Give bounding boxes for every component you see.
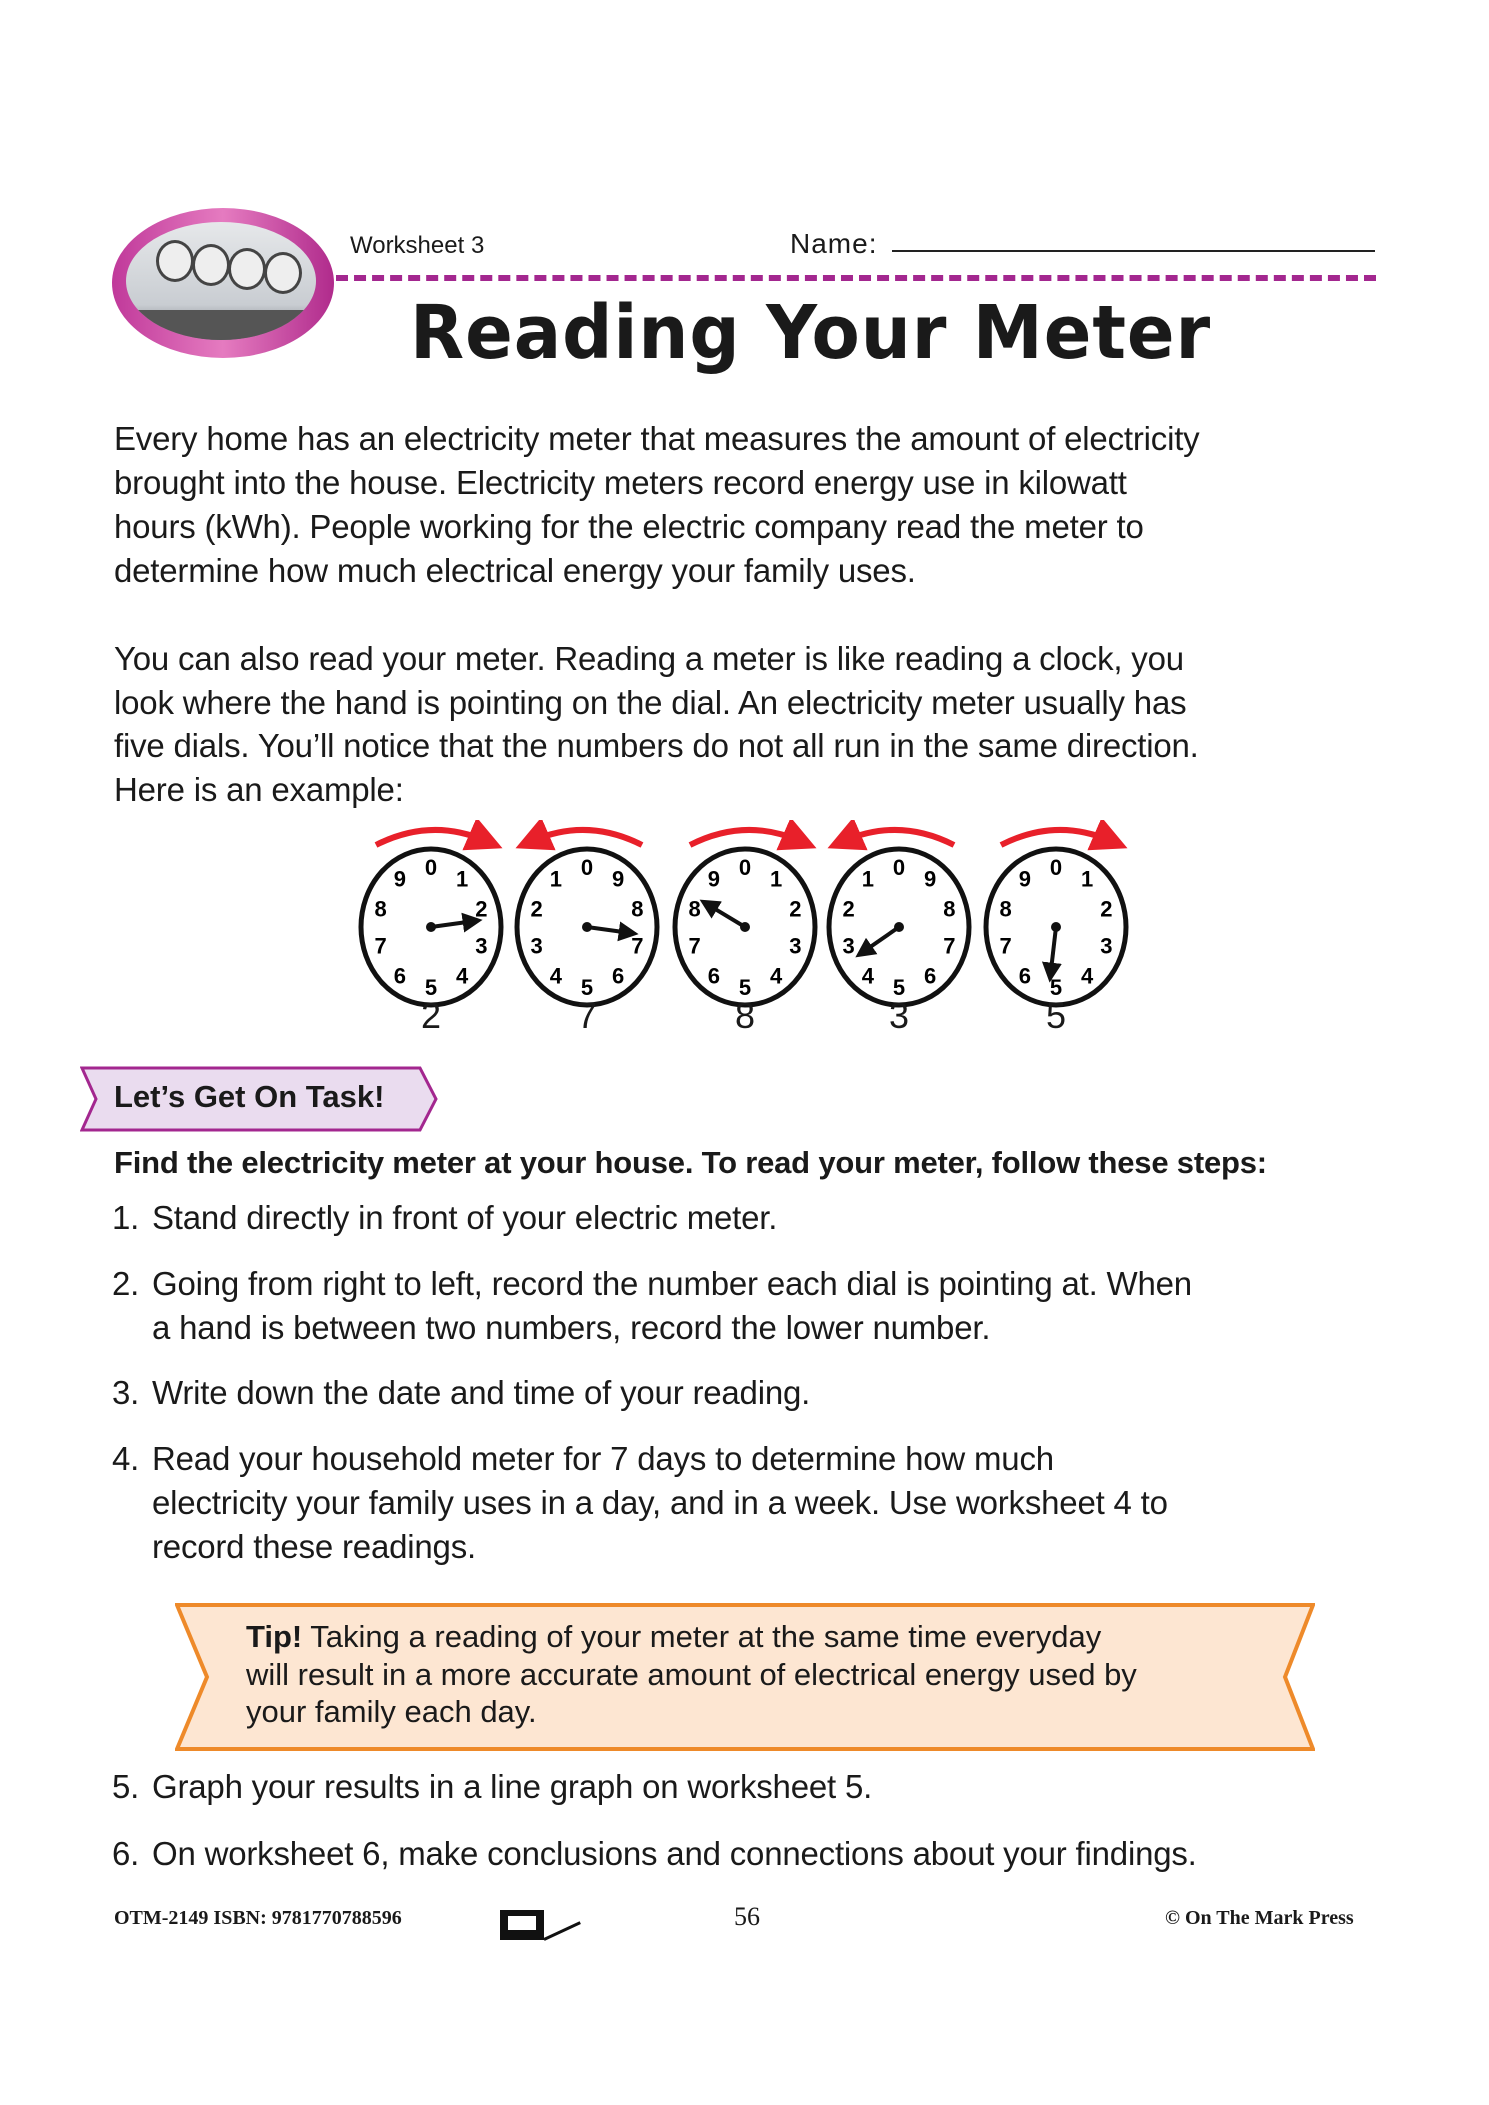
- meter-photo-logo: [112, 208, 334, 358]
- dial-pivot: [740, 922, 750, 932]
- step-number: 4.: [112, 1440, 140, 1477]
- paragraph-line: determine how much electrical energy your family uses.: [114, 552, 916, 589]
- step-text-line: Stand directly in front of your electric meter.: [152, 1199, 778, 1236]
- paragraph-line: five dials. You’ll notice that the numbers do not all run in the same direction.: [114, 727, 1199, 764]
- step-text-line: a hand is between two numbers, record the lower number.: [152, 1309, 991, 1346]
- dial-number: 1: [861, 866, 874, 892]
- page-title: Reading Your Meter: [410, 290, 1212, 376]
- dial-reading: 3: [888, 995, 910, 1036]
- tip-text-line: will result in a more accurate amount of electrical energy used by: [246, 1657, 1137, 1692]
- dial-number: 9: [612, 866, 625, 892]
- dial-number: 0: [738, 855, 752, 880]
- task-banner-label: Let’s Get On Task!: [114, 1079, 385, 1114]
- dial-number: 8: [631, 896, 644, 922]
- step-number: 2.: [112, 1265, 140, 1302]
- dial-number: 7: [688, 933, 701, 959]
- counterclockwise-arrow-icon: [844, 830, 954, 845]
- dial-number: 1: [1081, 866, 1094, 892]
- dial-number: 9: [707, 866, 720, 892]
- footer-copyright: © On The Mark Press: [1165, 1907, 1354, 1929]
- paragraph-line: hours (kWh). People working for the electric company read the meter to: [114, 508, 1144, 545]
- dial-number: 1: [549, 866, 562, 892]
- dial-number: 6: [393, 963, 406, 989]
- step-number: 6.: [112, 1835, 140, 1872]
- step-text-line: On worksheet 6, make conclusions and connections about your findings.: [152, 1835, 1197, 1872]
- step-text-line: Going from right to left, record the number each dial is pointing at. When: [152, 1265, 1192, 1302]
- step-text-line: electricity your family uses in a day, and in a week. Use worksheet 4 to: [152, 1484, 1168, 1521]
- copier-icon: [500, 1902, 584, 1940]
- clockwise-arrow-icon: [690, 830, 800, 845]
- tip-label: Tip!: [246, 1619, 303, 1654]
- dial-number: 9: [1018, 866, 1031, 892]
- step-text-line: Read your household meter for 7 days to determine how much: [152, 1440, 1054, 1477]
- worksheet-number: Worksheet 3: [350, 232, 485, 259]
- dial-number: 8: [688, 896, 701, 922]
- paragraph-line: Every home has an electricity meter that measures the amount of electricity: [114, 420, 1200, 457]
- dial-number: 2: [842, 896, 855, 922]
- dial-number: 3: [475, 933, 488, 959]
- dial-number: 1: [770, 866, 783, 892]
- tip-text-line: Taking a reading of your meter at the same time everyday: [302, 1619, 1102, 1654]
- dial-number: 8: [943, 896, 956, 922]
- dial-pivot: [582, 922, 592, 932]
- paragraph-line: look where the hand is pointing on the dial. An electricity meter usually has: [114, 684, 1187, 721]
- dial-number: 3: [789, 933, 802, 959]
- dial-number: 6: [707, 963, 720, 989]
- dial-reading: 2: [420, 995, 442, 1036]
- dial-number: 2: [530, 896, 543, 922]
- dial-number: 7: [631, 933, 644, 959]
- step-number: 1.: [112, 1199, 140, 1236]
- dial-number: 0: [892, 855, 906, 880]
- clockwise-arrow-icon: [1001, 830, 1111, 845]
- clockwise-arrow-icon: [376, 830, 486, 845]
- dial-number: 8: [374, 896, 387, 922]
- name-label: Name:: [790, 228, 878, 259]
- dial-number: 7: [999, 933, 1012, 959]
- dial-number: 0: [424, 855, 438, 880]
- dial-number: 3: [842, 933, 855, 959]
- dial-number: 3: [530, 933, 543, 959]
- dial-number: 2: [789, 896, 802, 922]
- dial-number: 7: [374, 933, 387, 959]
- dial-reading: 8: [734, 995, 756, 1036]
- dial-number: 5: [892, 975, 906, 1000]
- dial-number: 0: [580, 855, 594, 880]
- dial-pivot: [894, 922, 904, 932]
- paragraph-line: Here is an example:: [114, 771, 404, 808]
- paragraph-line: brought into the house. Electricity meters record energy use in kilowatt: [114, 464, 1127, 501]
- dial-number: 2: [475, 896, 488, 922]
- dial-pivot: [1051, 922, 1061, 932]
- step-number: 5.: [112, 1768, 140, 1805]
- dial-number: 9: [393, 866, 406, 892]
- dial-number: 3: [1100, 933, 1113, 959]
- footer-isbn: OTM-2149 ISBN: 9781770788596: [114, 1907, 402, 1929]
- page-number: 56: [734, 1902, 760, 1931]
- dial-number: 5: [580, 975, 594, 1000]
- dial-number: 4: [770, 963, 783, 989]
- dial-number: 5: [424, 975, 438, 1000]
- dashed-divider: [336, 275, 1376, 281]
- dial-number: 6: [612, 963, 625, 989]
- name-input-line[interactable]: [892, 250, 1375, 252]
- counterclockwise-arrow-icon: [532, 830, 642, 845]
- dial-reading: 7: [576, 995, 598, 1036]
- dial-number: 9: [924, 866, 937, 892]
- step-text-line: Write down the date and time of your reading.: [152, 1374, 811, 1411]
- dial-number: 4: [861, 963, 874, 989]
- dial-number: 8: [999, 896, 1012, 922]
- dial-number: 4: [456, 963, 469, 989]
- task-banner: [80, 1066, 438, 1132]
- paragraph-line: You can also read your meter. Reading a meter is like reading a clock, you: [114, 640, 1184, 677]
- dial-number: 6: [1018, 963, 1031, 989]
- dial-number: 0: [1049, 855, 1063, 880]
- dial-number: 2: [1100, 896, 1113, 922]
- step-number: 3.: [112, 1374, 140, 1411]
- dial-pivot: [426, 922, 436, 932]
- dial-number: 4: [1081, 963, 1094, 989]
- task-intro: Find the electricity meter at your house. To read your meter, follow these steps:: [114, 1145, 1267, 1180]
- step-text-line: record these readings.: [152, 1528, 476, 1565]
- dial-reading: 5: [1045, 995, 1067, 1036]
- dial-number: 1: [456, 866, 469, 892]
- dial-number: 4: [549, 963, 562, 989]
- tip-text-line: your family each day.: [246, 1694, 537, 1729]
- tip-box: [175, 1603, 1315, 1751]
- step-text-line: Graph your results in a line graph on worksheet 5.: [152, 1768, 873, 1805]
- dial-number: 6: [924, 963, 937, 989]
- dial-number: 7: [943, 933, 956, 959]
- dial-number: 5: [1049, 975, 1063, 1000]
- dial-number: 5: [738, 975, 752, 1000]
